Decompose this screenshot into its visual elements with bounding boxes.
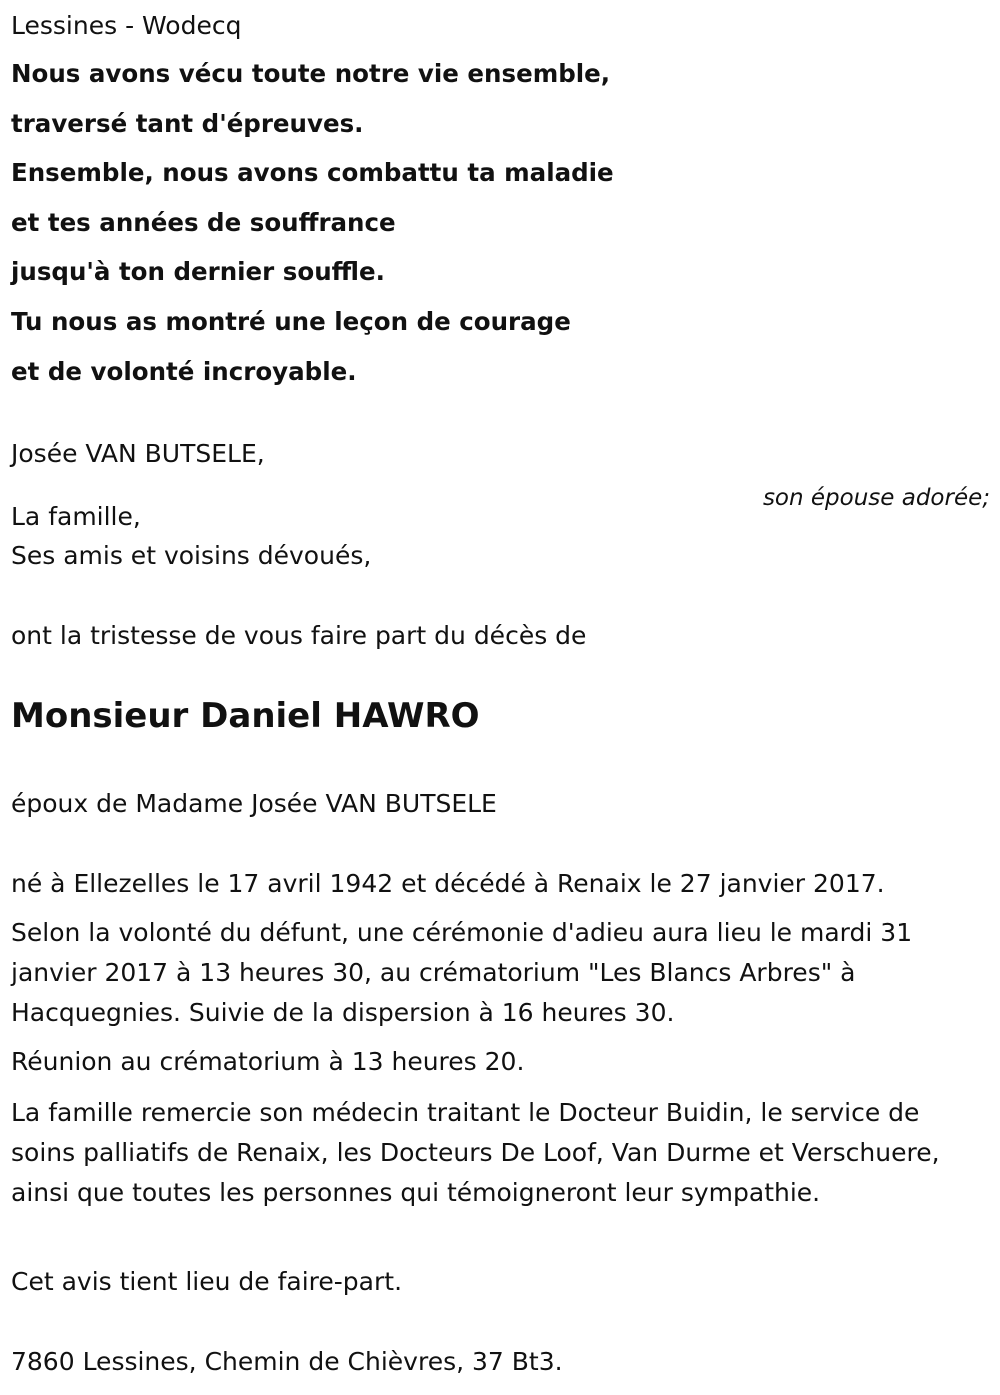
poem-line: Tu nous as montré une leçon de courage bbox=[11, 307, 571, 336]
birth-death-text: né à Ellezelles le 17 avril 1942 et décédé à Renaix le 27 janvier 2017. bbox=[11, 869, 885, 898]
thanks-text: La famille remercie son médecin traitant le Docteur Buidin, le service de soins palliatifs de Renaix, les Docteurs De Loof, Van Durme et Verschuere, ainsi que toutes les personnes qui témoigneront leur sympathie. bbox=[11, 1098, 940, 1207]
spouse-relation: son épouse adorée; bbox=[762, 485, 990, 511]
poem-line: traversé tant d'épreuves. bbox=[11, 109, 364, 138]
place-header: Lessines - Wodecq bbox=[11, 11, 242, 40]
announcement-text: ont la tristesse de vous faire part du décès de bbox=[11, 621, 587, 650]
address-text: 7860 Lessines, Chemin de Chièvres, 37 Bt3. bbox=[11, 1347, 563, 1376]
family-line: La famille, bbox=[11, 502, 141, 531]
notice-text: Cet avis tient lieu de faire-part. bbox=[11, 1267, 403, 1296]
friends-line: Ses amis et voisins dévoués, bbox=[11, 541, 372, 570]
poem-line: jusqu'à ton dernier souffle. bbox=[11, 257, 385, 286]
meeting-text: Réunion au crématorium à 13 heures 20. bbox=[11, 1047, 525, 1076]
deceased-name: Monsieur Daniel HAWRO bbox=[11, 696, 480, 736]
spouse-name: Josée VAN BUTSELE, bbox=[11, 439, 265, 468]
poem-line: Nous avons vécu toute notre vie ensemble, bbox=[11, 59, 611, 88]
ceremony-text: Selon la volonté du défunt, une cérémonie d'adieu aura lieu le mardi 31 janvier 2017 à 13 heures 30, au crématorium "Les Blancs Arbres" à Hacquegnies. Suivie de la dispersion à 16 heures 30. bbox=[11, 918, 913, 1027]
poem-line: et tes années de souffrance bbox=[11, 208, 396, 237]
poem-line: Ensemble, nous avons combattu ta maladie bbox=[11, 158, 614, 187]
spouse-of-text: époux de Madame Josée VAN BUTSELE bbox=[11, 789, 497, 818]
poem-line: et de volonté incroyable. bbox=[11, 357, 357, 386]
